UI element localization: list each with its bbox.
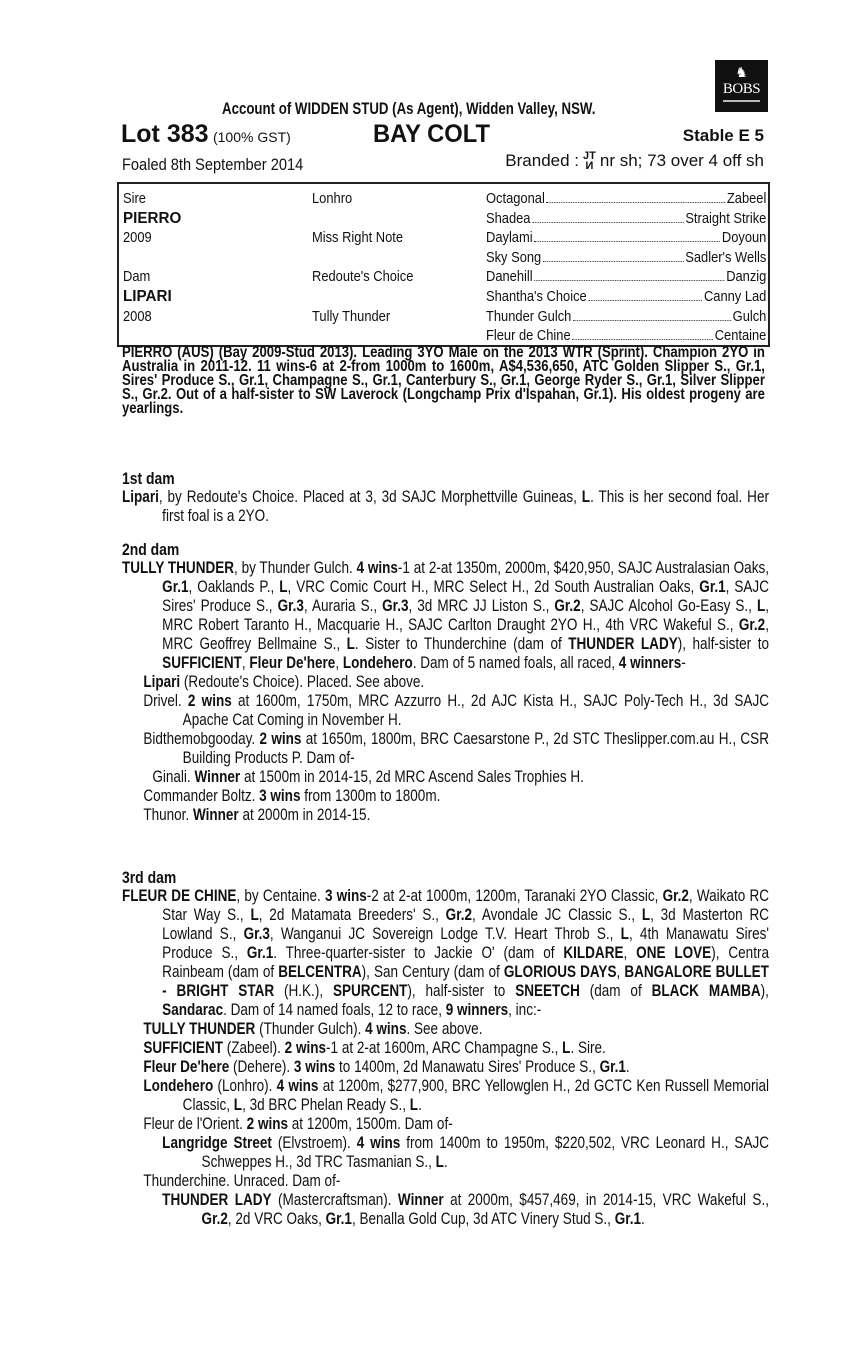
bold-text: Gr.1 [162,578,189,596]
bold-text: 2 wins [246,1115,289,1133]
bold-text: ONE LOVE [636,944,712,962]
text: , [241,654,250,672]
bold-text: BANGALORE BULLET - BRIGHT STAR [162,963,769,1000]
pedigree-row [119,228,768,247]
text: (H.K.), [274,982,333,1000]
stable-location: Stable E 5 [682,126,764,145]
pedigree-col3 [486,326,766,345]
dotted-leader [572,326,713,340]
text: , VRC Comic Court H., MRC Select H., 2d South Australian Oaks, [287,578,700,596]
bold-text: Londehero [342,654,413,672]
bold-text: 4 wins [365,1020,407,1038]
text: , SAJC Alcohol Go-Easy S., [580,597,757,615]
text: , 2d Matamata Breeders' S., [258,906,446,924]
bold-text: 4 wins [276,1077,319,1095]
bold-text: SUFFICIENT [143,1039,224,1057]
bold-text: 3 wins [259,787,301,805]
bold-text: 3 wins [324,887,367,905]
text: (Mastercraftsman). [271,1191,398,1209]
text: at 2000m in 2014-15. [238,806,371,824]
gst-note: (100% GST) [212,129,291,145]
dam-entry [143,673,769,692]
bold-text: L [279,578,288,596]
pedigree-sire: Doyoun [721,229,767,247]
pedigree-sire: Gulch [732,307,767,325]
dotted-leader [588,287,702,301]
bold-text: SNEETCH [515,982,580,1000]
bold-text: THUNDER LADY [568,635,678,653]
text: Bidthemobgooday. [143,730,260,748]
dotted-leader [534,228,720,242]
text: . [443,1153,448,1171]
section-heading: 3rd dam [122,868,177,887]
pedigree-horse: Thunder Gulch [486,307,572,325]
text: , Auraria S., [303,597,383,615]
dam-entry [143,787,769,806]
bold-text: FLEUR DE CHINE [122,887,237,905]
pedigree-sire: Sadler's Wells [685,248,767,266]
dam-entry [143,1172,769,1191]
pedigree-col2: Tully Thunder [312,307,391,325]
bold-text: L [250,906,259,924]
bold-text: TULLY THUNDER [143,1020,256,1038]
text: at 1600m, 1750m, MRC Azzurro H., 2d AJC Kista H., SAJC Poly-Tech H., 3d SAJC Apache Cat Coming in November H. [182,692,769,729]
pedigree-horse: Octagonal [486,190,545,207]
pedigree-col2: Redoute's Choice [312,268,414,286]
text: . Dam of 5 named foals, all raced, [412,654,619,672]
bold-text: Gr.1 [699,578,726,596]
pedigree-col3 [486,209,766,228]
foaled-date: Foaled 8th September 2014 [122,155,304,174]
bold-text: Gr.2 [662,887,689,905]
bobs-logo [715,60,768,112]
pedigree-table [117,182,770,347]
pedigree-row [119,307,768,326]
dam-entry [143,1115,769,1134]
dotted-leader [573,307,731,321]
text: , Waikato RC Star Way S., [162,887,769,924]
bold-text: Winner [192,806,239,824]
pedigree-col2: Lonhro [312,190,353,207]
pedigree-row [119,189,768,208]
pedigree-sire: Centaine [714,327,767,345]
section-heading: 2nd dam [122,540,180,559]
text: , Avondale JC Classic S., [472,906,642,924]
pedigree-sire: Danzig [726,268,767,286]
bold-text: 9 winners [445,1001,509,1019]
dam-entry [143,806,769,825]
horse-description: BAY COLT [373,120,491,148]
dam-entry [143,1039,769,1058]
text: . Sire. [570,1039,606,1057]
text: Commander Boltz. [143,787,260,805]
pedigree-col1: PIERRO [123,209,182,227]
text: , by Centaine. [236,887,325,905]
bold-text: Sandarac [162,1001,224,1019]
bold-text: BLACK MAMBA [651,982,761,1000]
logo-underline [723,100,760,102]
logo-text: BOBS [722,81,761,97]
pedigree-row [119,248,768,267]
text: , [335,654,343,672]
pedigree-row [119,267,768,286]
text: , 3d Masterton RC Lowland S., [162,906,769,943]
text: , MRC Robert Taranto H., Macquarie H., SAJC Carlton Draught 2YO H., 4th VRC Wakeful S., [162,597,769,634]
text: ), [760,982,769,1000]
pedigree-row [119,287,768,306]
bold-text: Gr.2 [445,906,473,924]
text: , 3d BRC Phelan Ready S., [242,1096,410,1114]
pedigree-col3 [486,287,766,306]
bold-text: 4 wins [356,559,398,577]
branded-info [505,151,764,171]
text: from 1300m to 1800m. [300,787,441,805]
text: , MRC Geoffrey Bellmaine S., [162,616,769,653]
pedigree-col3 [486,248,766,267]
text: -2 at 2-at 1000m, 1200m, Taranaki 2YO Classic, [366,887,663,905]
text: . Sister to Thunderchine (dam of [354,635,569,653]
bold-text: 4 winners [618,654,682,672]
bold-text: Gr.3 [243,925,270,943]
dotted-leader [534,267,724,281]
text: , Wanganui JC Sovereign Lodge T.V. Heart Throb S., [269,925,621,943]
bold-text: L [641,906,651,924]
bold-text: Londehero [143,1077,214,1095]
dam-entry [143,692,769,730]
pedigree-col2: Miss Right Note [312,229,404,247]
bold-text: 2 wins [284,1039,327,1057]
bold-text: Gr.2 [554,597,581,615]
bold-text: Fleur De'here [143,1058,230,1076]
text: , 2d VRC Oaks, [227,1210,326,1228]
text: Ginali. [152,768,195,786]
dam-entry [162,1134,769,1172]
text: at 1650m, 1800m, BRC Caesarstone P., 2d STC Theslipper.com.au H., CSR Building Products P. Dam of- [182,730,769,767]
bold-text: Lipari [143,673,181,691]
bold-text: Gr.2 [201,1210,228,1228]
text: Drivel. [143,692,188,710]
text: , [616,963,625,981]
bold-text: KILDARE [563,944,624,962]
text: , Oaklands P., [188,578,280,596]
text: , by Thunder Gulch. [234,559,357,577]
text: -1 at 2-at 1600m, ARC Champagne S., [326,1039,563,1057]
bold-text: Gr.1 [246,944,274,962]
pedigree-horse: Daylami [486,229,533,247]
dam-entry [143,1058,769,1077]
dam-entry [143,1077,769,1115]
text: (Dehere). [229,1058,294,1076]
bold-text: 2 wins [187,692,232,710]
text: , Benalla Gold Cup, 3d ATC Vinery Stud S., [351,1210,615,1228]
pedigree-col3 [486,267,766,286]
pedigree-sire: Canny Lad [703,288,767,305]
pedigree-row [119,209,768,228]
bold-text: Winner [397,1191,444,1209]
dotted-leader [547,189,726,203]
bold-text: Gr.2 [738,616,766,634]
brand-mark-bottom: N [585,160,594,172]
bold-text: TULLY THUNDER [122,559,235,577]
text: (Elvstroem). [271,1134,357,1152]
text: Thunor. [143,806,193,824]
bold-text: 4 wins [356,1134,401,1152]
pedigree-col1: LIPARI [123,288,172,305]
dam-entry [162,1191,769,1229]
pedigree-col3 [486,189,766,208]
text: ), San Century (dam of [361,963,504,981]
text: , SAJC Sires' Produce S., [162,578,769,615]
pedigree-horse: Fleur de Chine [486,327,571,345]
branded-label: Branded : [505,151,580,170]
text: (Redoute's Choice). Placed. See above. [180,673,425,691]
branded-text: nr sh; 73 over 4 off sh [599,151,764,170]
brand-mark-top: JT [583,150,596,162]
dotted-leader [532,209,683,223]
text: (Lonhro). [213,1077,277,1095]
pedigree-col1: 2008 [123,307,152,325]
pedigree-col1: Dam [123,268,151,286]
text: . Three-quarter-sister to Jackie O' (dam of [273,944,564,962]
text: to 1400m, 2d Manawatu Sires' Produce S., [335,1058,600,1076]
text: , inc:- [508,1001,542,1019]
lot-number: Lot 383 [121,120,209,148]
pedigree-horse: Shadea [486,209,531,227]
bold-text: Langridge Street [162,1134,272,1152]
bold-text: GLORIOUS DAYS [503,963,617,981]
pedigree-sire: Straight Strike [685,209,767,227]
text: . [418,1096,422,1114]
text: Fleur de l'Orient. [143,1115,247,1133]
text: , by Redoute's Choice. Placed at 3, 3d SAJC Morphettville Guineas, [158,488,582,506]
brand-mark-icon [583,151,596,171]
bold-text: 3 wins [293,1058,336,1076]
pedigree-row [119,326,768,345]
text: ), half-sister to [677,635,769,653]
bold-text: Fleur De'here [249,654,336,672]
vendor-account: Account of WIDDEN STUD (As Agent), Widden Valley, NSW. [222,99,596,118]
bold-text: Winner [194,768,241,786]
pedigree-sire: Zabeel [726,190,767,207]
bold-text: Lipari [122,488,159,506]
text: Thunderchine. Unraced. Dam of- [143,1172,341,1190]
bold-text: Gr.1 [599,1058,626,1076]
text: , 3d MRC JJ Liston S., [408,597,555,615]
bold-text: L [581,488,591,506]
text: at 1200m, $277,900, BRC Yellowglen H., 2d GCTC Ken Russell Memorial Classic, [182,1077,769,1114]
text: , 4th Manawatu Sires' Produce S., [162,925,769,962]
bold-text: L [233,1096,243,1114]
dotted-leader [543,248,684,262]
dam-entry [143,1020,769,1039]
bold-text: L [435,1153,444,1171]
bold-text: L [756,597,766,615]
bold-text: L [562,1039,571,1057]
pedigree-horse: Danehill [486,268,533,286]
text: ), Centra Rainbeam (dam of [162,944,769,981]
text: from 1400m to 1950m, $220,502, VRC Leonard H., SAJC Schweppes H., 3d TRC Tasmanian S., [201,1134,770,1171]
bold-text: THUNDER LADY [162,1191,272,1209]
bold-text: L [409,1096,419,1114]
dam-entry [122,488,769,526]
bold-text: Gr.3 [382,597,409,615]
dam-entry [122,559,769,673]
text: at 1200m, 1500m. Dam of- [288,1115,453,1133]
pedigree-col3 [486,307,766,326]
third-dam-section [122,868,769,1229]
pedigree-col1: 2009 [123,229,152,247]
first-dam-section [122,469,769,526]
text: . [641,1210,645,1228]
bold-text: 2 wins [259,730,302,748]
text: . [625,1058,630,1076]
dam-entry [152,768,769,787]
bold-text: SPURCENT [332,982,408,1000]
text: at 2000m, $457,469, in 2014-15, VRC Wakeful S., [443,1191,769,1209]
pedigree-horse: Shantha's Choice [486,288,587,305]
lot-heading [121,120,291,149]
text: - [681,654,686,672]
second-dam-section [122,540,769,825]
text: -1 at 2-at 1350m, 2000m, $420,950, SAJC Australasian Oaks, [397,559,769,577]
bold-text: Gr.1 [614,1210,642,1228]
pedigree-col3 [486,228,766,247]
text: . See above. [406,1020,483,1038]
text: , [623,944,637,962]
bold-text: BELCENTRA [278,963,362,981]
text: . Dam of 14 named foals, 12 to race, [223,1001,446,1019]
text: (Thunder Gulch). [255,1020,366,1038]
bold-text: L [620,925,629,943]
text: ), half-sister to [407,982,516,1000]
text: (Zabeel). [223,1039,285,1057]
bold-text: Gr.3 [277,597,304,615]
text: (dam of [579,982,652,1000]
bold-text: L [346,635,355,653]
pedigree-horse: Sky Song [486,248,542,266]
dam-entry [143,730,769,768]
pedigree-col1: Sire [123,190,146,207]
sire-summary: PIERRO (AUS) (Bay 2009-Stud 2013). Leading 3YO Male on the 2013 WTR (Sprint). Champion 2YO in Australia in 2011-12. 11 wins-6 at 2-from 1000m to 1600m, A$4,536,650, ATC Golden Slipper S., Gr.1, Sires' Produce S., Gr.1, Champagne S., Gr.1, Canterbury S., Gr.1, George Ryder S., Gr.1, Silver Slipper S., Gr.2. Out of a half-sister to SW Laverock (Longchamp Prix d'Ispahan, Gr.1). His oldest progeny are yearlings. [122,344,765,417]
bold-text: Gr.1 [325,1210,352,1228]
text: . This is her second foal. Her first foal is a 2YO. [162,488,769,525]
section-heading: 1st dam [122,469,175,488]
dam-entry [122,887,769,1020]
text: at 1500m in 2014-15, 2d MRC Ascend Sales Trophies H. [240,768,584,786]
bold-text: SUFFICIENT [162,654,242,672]
racehorse-icon: ♞ [735,64,748,80]
